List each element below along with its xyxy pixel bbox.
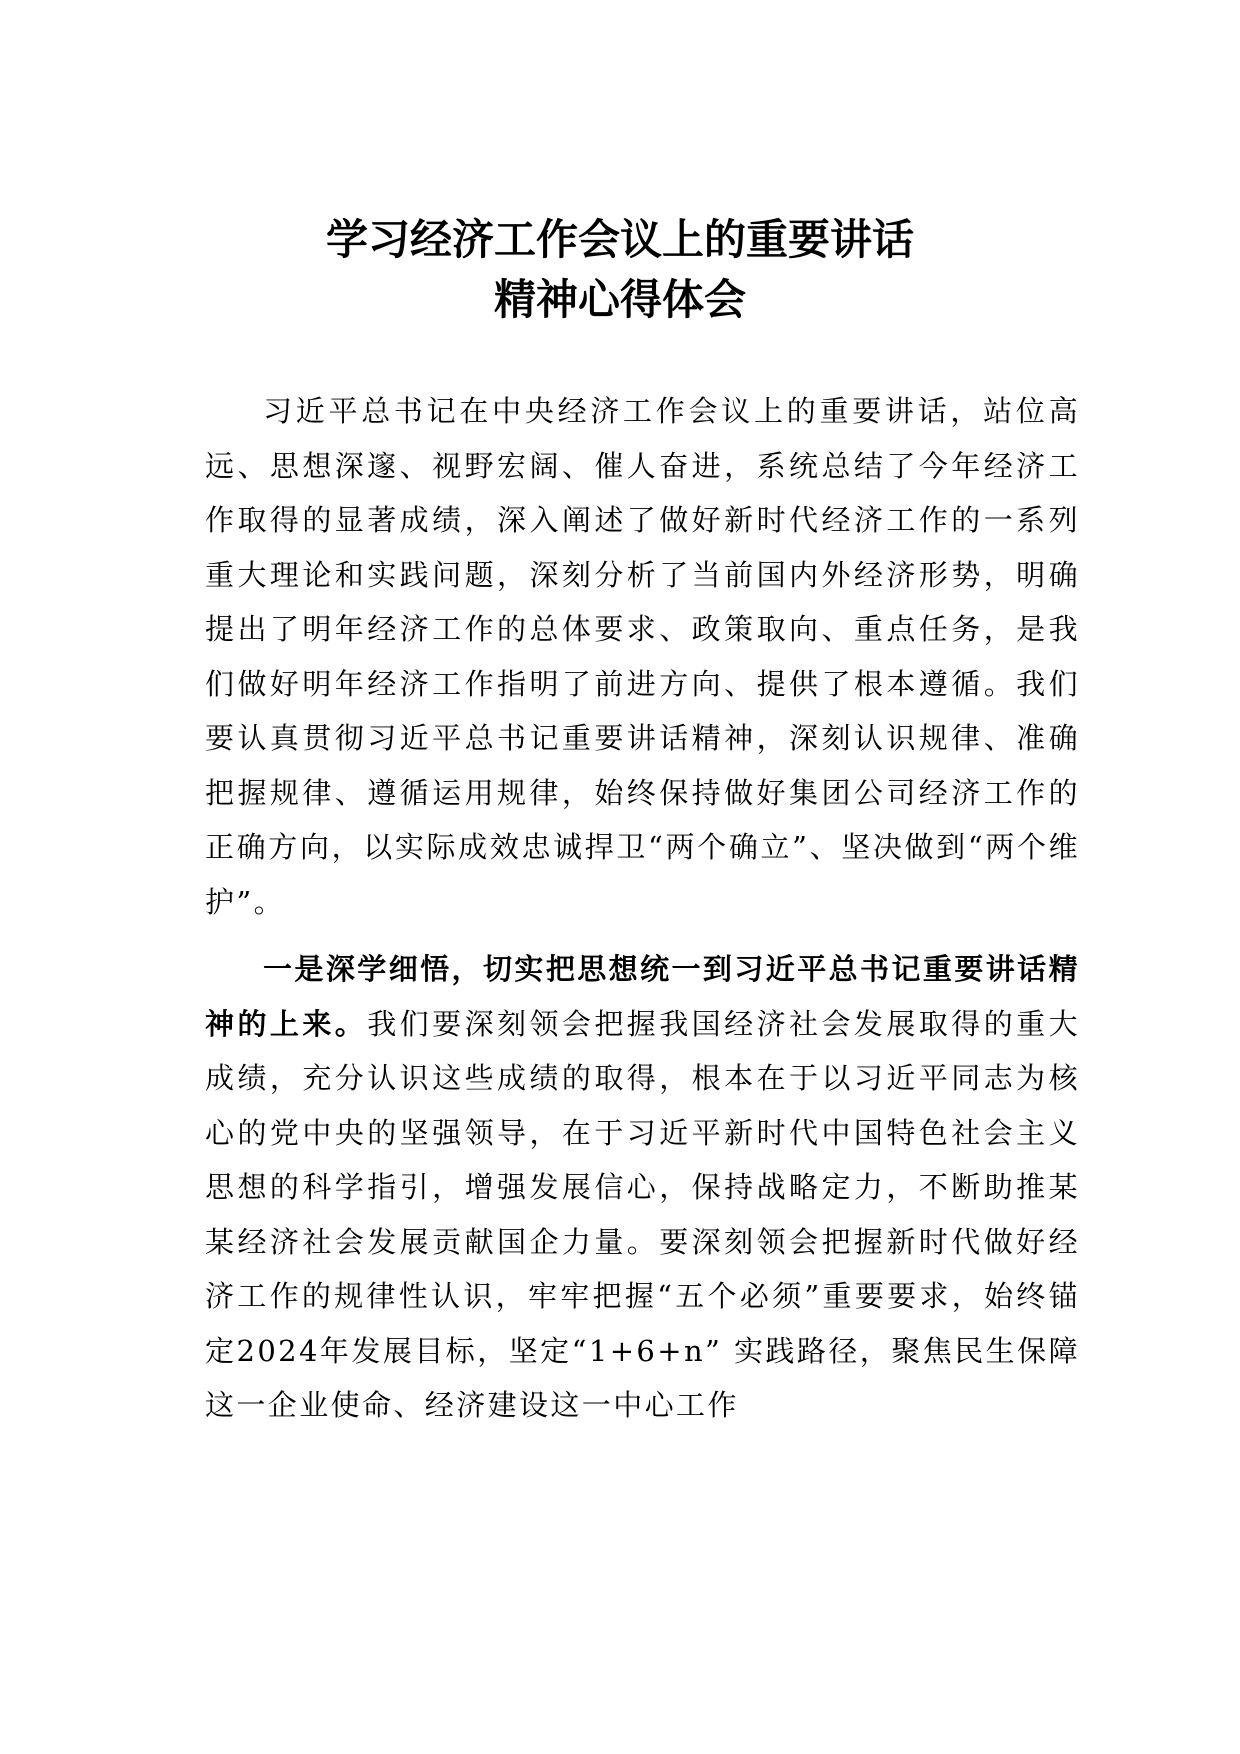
paragraph-point-one <box>205 942 1080 1433</box>
paragraph-intro <box>205 384 1080 929</box>
paragraph-point-one-lead: 一是深学细悟，切实把思想统一到习近平总书记重要讲话精神的上来。 <box>205 952 1080 1041</box>
paragraph-intro-text: 习近平总书记在中央经济工作会议上的重要讲话，站位高远、思想深邃、视野宏阔、催人奋进，系统总结了今年经济工作取得的显著成绩，深入阐述了做好新时代经济工作的一系列重大理论和实践问题，深刻分析了当前国内外经济形势，明确提出了明年经济工作的总体要求、政策取向、重点任务，是我们做好明年经济工作指明了前进方向、提供了根本遵循。我们要认真贯彻习近平总书记重要讲话精神，深刻认识规律、准确把握规律、遵循运用规律，始终保持做好集团公司经济工作的正确方向，以实际成效忠诚捍卫“两个确立”、坚决做到“两个维护”。 <box>205 394 1080 919</box>
title-line-1: 学习经济工作会议上的重要讲话 <box>325 215 914 264</box>
paragraph-point-one-text: 我们要深刻领会把握我国经济社会发展取得的重大成绩，充分认识这些成绩的取得，根本在于以习近平同志为核心的党中央的坚强领导，在于习近平新时代中国特色社会主义思想的科学指引，增强发展信心，保持战略定力，不断助推某某经济社会发展贡献国企力量。要深刻领会把握新时代做好经济工作的规律性认识，牢牢把握“五个必须”重要要求，始终锚定2024年发展目标，坚定“1+6+n” 实践路径，聚焦民生保障这一企业使命、经济建设这一中心工作 <box>205 1006 1080 1422</box>
document-body <box>205 384 1080 1433</box>
document-title <box>160 210 1080 330</box>
title-line-2: 精神心得体会 <box>493 275 746 324</box>
